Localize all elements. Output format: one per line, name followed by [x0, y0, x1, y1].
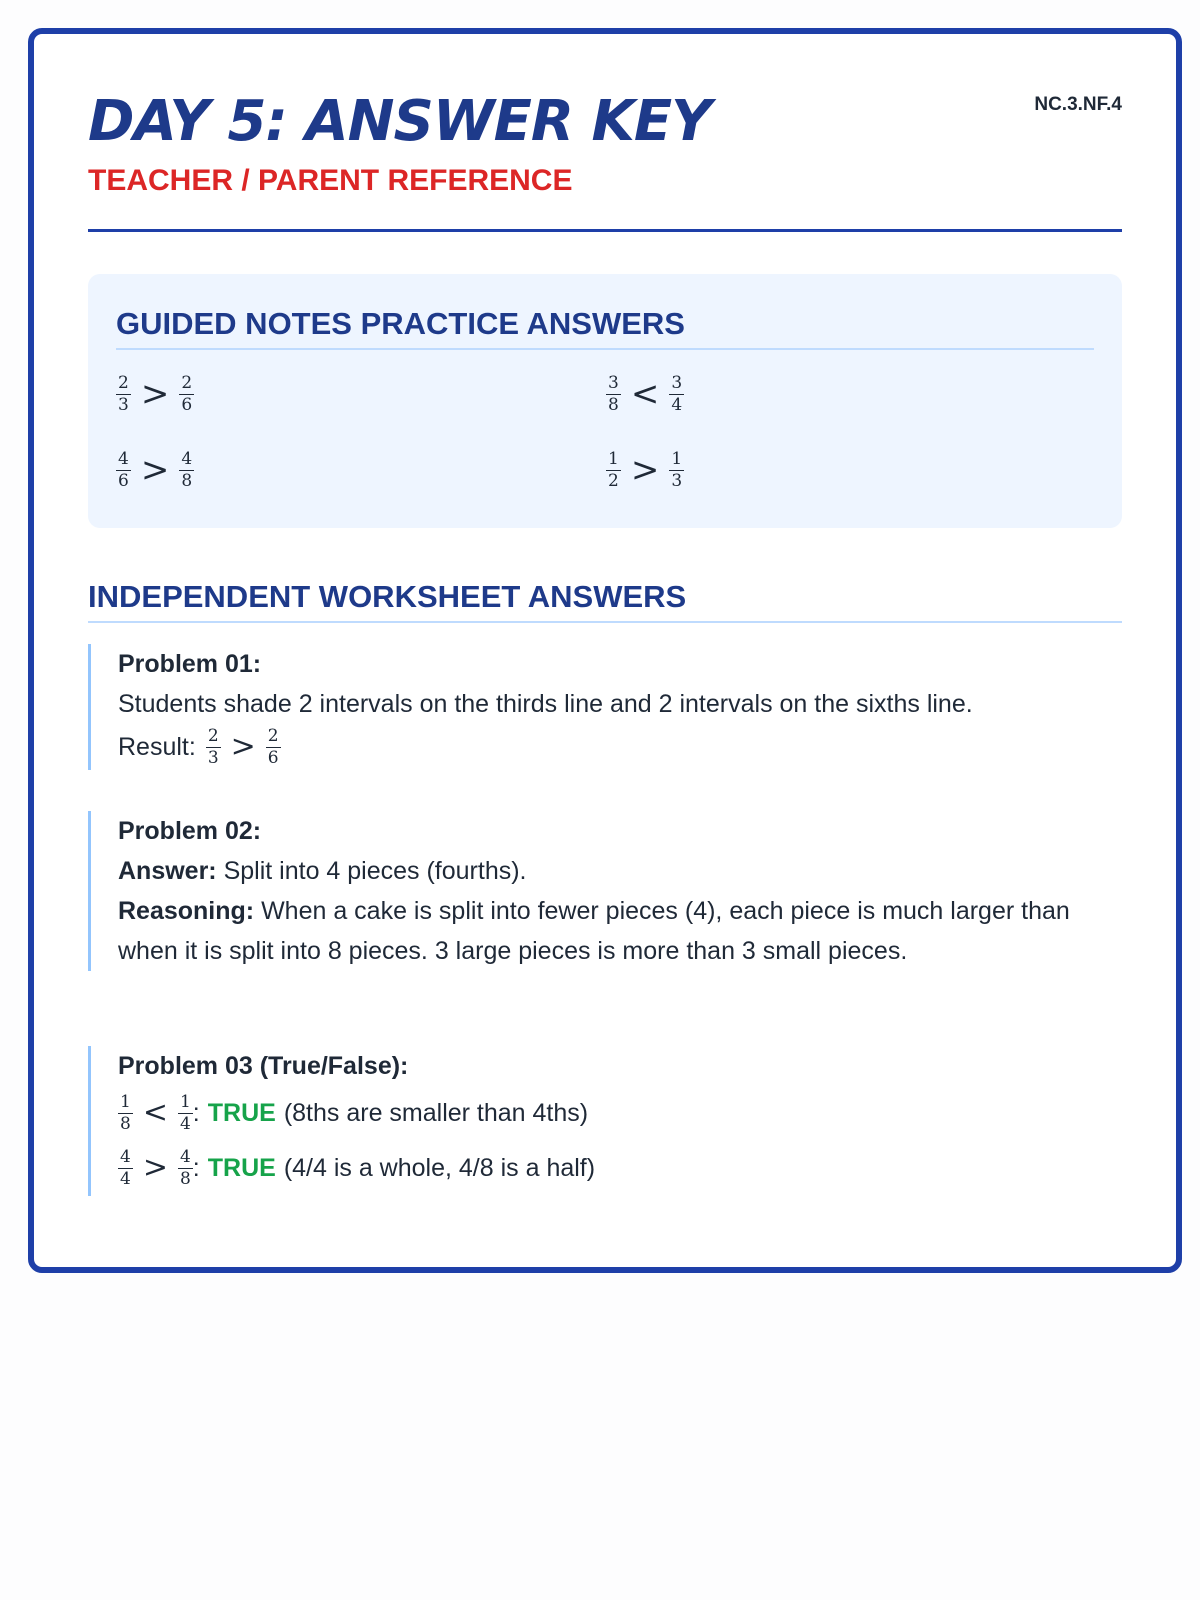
answer-text: Split into 4 pieces (fourths). [216, 857, 527, 885]
fraction [116, 448, 131, 491]
verdict-true: TRUE [207, 1099, 276, 1127]
numerator: 3 [671, 372, 683, 393]
guided-answer-2 [606, 366, 684, 422]
problem-text: Students shade 2 intervals on the thirds line and 2 intervals on the sixths line. [118, 690, 973, 718]
true-false-statement-2 [118, 1140, 1122, 1196]
answer-key-card [28, 28, 1182, 1273]
denominator: 3 [118, 394, 129, 415]
problem-01 [88, 644, 1122, 770]
numerator: 3 [608, 372, 619, 393]
fraction [266, 725, 281, 768]
denominator: 8 [179, 1168, 191, 1189]
denominator: 8 [120, 1113, 131, 1134]
answer-label: Answer: [118, 857, 217, 885]
verdict-true: TRUE [207, 1154, 276, 1182]
page-title: DAY 5: ANSWER KEY [88, 89, 711, 154]
denominator: 3 [671, 470, 683, 491]
guided-notes-panel [88, 274, 1122, 528]
comparison-operator: < [630, 374, 660, 414]
numerator: 2 [267, 725, 279, 746]
problem-title: Problem 01: [118, 650, 262, 678]
fraction [178, 1146, 193, 1189]
fraction [179, 372, 194, 415]
fraction [606, 448, 621, 491]
denominator: 6 [267, 747, 279, 768]
problem-reasoning [118, 891, 1122, 971]
comparison-operator: < [142, 1095, 168, 1130]
denominator: 3 [207, 747, 219, 768]
problem-03 [88, 1046, 1122, 1196]
verdict-note: (4/4 is a whole, 4/8 is a half) [283, 1154, 596, 1182]
problem-answer [118, 851, 1122, 891]
true-false-statement-1 [118, 1086, 1122, 1140]
numerator: 4 [181, 448, 193, 469]
numerator: 4 [120, 1146, 131, 1167]
guided-answer-3 [116, 442, 194, 498]
fraction [118, 1091, 133, 1134]
independent-heading: INDEPENDENT WORKSHEET ANSWERS [88, 579, 1122, 623]
comparison-operator: > [140, 450, 170, 490]
page-subtitle: TEACHER / PARENT REFERENCE [88, 164, 573, 197]
denominator: 2 [608, 470, 619, 491]
numerator: 2 [118, 372, 129, 393]
problem-result [118, 724, 1122, 770]
comparison-operator: > [140, 374, 170, 414]
guided-answer-4 [606, 442, 684, 498]
reasoning-label: Reasoning: [118, 897, 255, 925]
denominator: 4 [120, 1168, 131, 1189]
problem-02 [88, 811, 1122, 971]
fraction [178, 1091, 193, 1134]
numerator: 1 [120, 1091, 131, 1112]
standard-code: NC.3.NF.4 [1034, 94, 1122, 115]
numerator: 2 [181, 372, 193, 393]
denominator: 4 [179, 1113, 191, 1134]
numerator: 1 [671, 448, 683, 469]
fraction [116, 372, 131, 415]
comparison-operator: > [230, 729, 256, 764]
problem-title: Problem 02: [118, 817, 262, 845]
fraction [669, 372, 684, 415]
denominator: 8 [181, 470, 193, 491]
numerator: 1 [608, 448, 619, 469]
fraction [669, 448, 684, 491]
numerator: 2 [207, 725, 219, 746]
colon: : [192, 1154, 200, 1182]
guided-notes-heading: GUIDED NOTES PRACTICE ANSWERS [116, 306, 1094, 350]
numerator: 1 [179, 1091, 191, 1112]
result-label: Result: [118, 733, 196, 761]
numerator: 4 [179, 1146, 191, 1167]
header-divider [88, 229, 1122, 232]
verdict-note: (8ths are smaller than 4ths) [283, 1099, 589, 1127]
comparison-operator: > [142, 1150, 168, 1185]
denominator: 6 [181, 394, 193, 415]
fraction [179, 448, 194, 491]
problem-title: Problem 03 (True/False): [118, 1052, 409, 1080]
fraction [206, 725, 221, 768]
comparison-operator: > [630, 450, 660, 490]
colon: : [192, 1099, 200, 1127]
denominator: 8 [608, 394, 619, 415]
denominator: 4 [671, 394, 683, 415]
denominator: 6 [118, 470, 129, 491]
reasoning-text: When a cake is split into fewer pieces (4), each piece is much larger than when it is split into 8 pieces. 3 large pieces is more than 3 small pieces. [118, 897, 1070, 965]
fraction [606, 372, 621, 415]
numerator: 4 [118, 448, 129, 469]
guided-answer-1 [116, 366, 194, 422]
fraction [118, 1146, 133, 1189]
